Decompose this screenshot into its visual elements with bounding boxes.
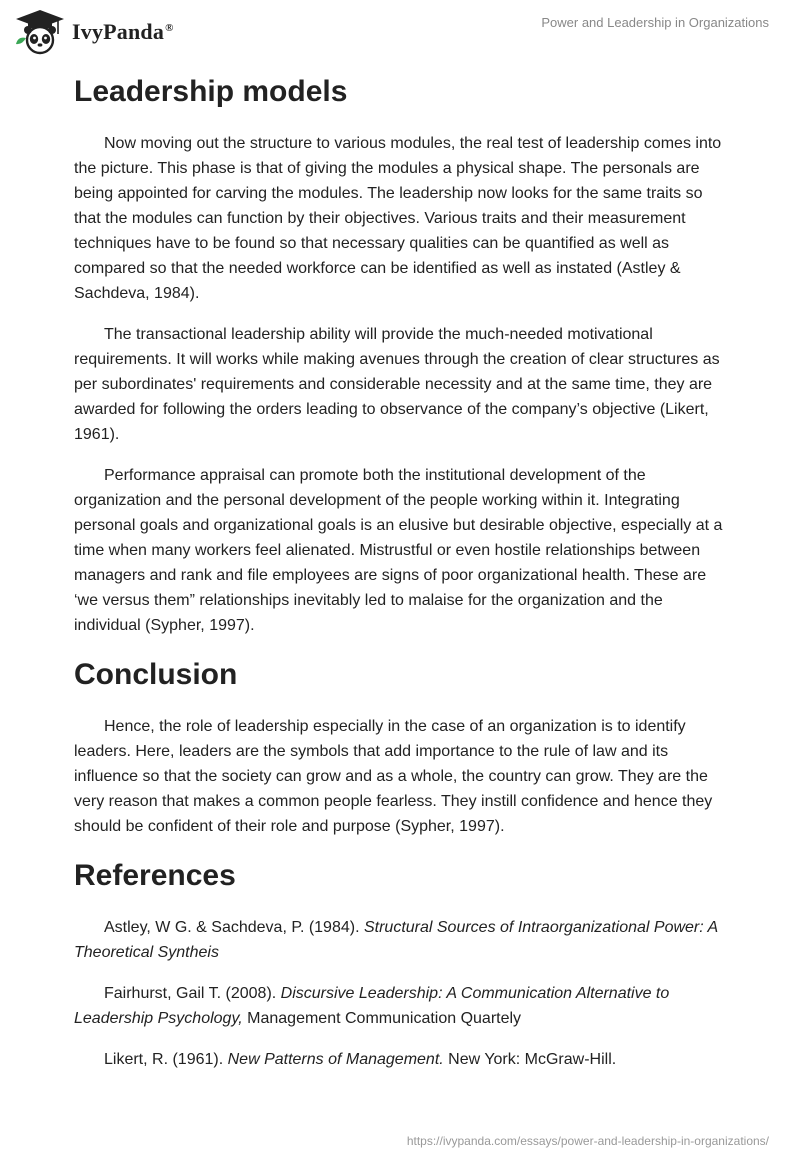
- reference-authors: Likert, R. (1961).: [104, 1051, 228, 1068]
- reference-title: Structural Sources of Intraorganizational Power: A Theoretical Syntheis: [74, 919, 718, 961]
- paragraph: Performance appraisal can promote both the institutional development of the organization and the personal development of the people working within it. Integrating personal goals and organizational goals is an elusive but desirable objective, especially at a time when many workers feel alienated. Mistrustful or even hostile relationships between managers and rank and file employees are signs of poor organizational health. These are ‘we versus them” relationships inevitably led to malaise for the organization and the individual (Sypher, 1997).: [74, 467, 723, 634]
- ivypanda-logo[interactable]: [14, 8, 174, 56]
- paragraph: Now moving out the structure to various modules, the real test of leadership comes into the picture. This phase is that of giving the modules a physical shape. The personals are being appointed for carving the modules. The leadership now looks for the same traits so that the modules can function by their objectives. Various traits and their measurement techniques have to be found so that necessary qualities can be quantified as well as compared so that the needed workforce can be identified as well as instated (Astley & Sachdeva, 1984).: [74, 135, 722, 302]
- paragraph: The transactional leadership ability will provide the much-needed motivational requirements. It will works while making avenues through the creation of clear structures as per subordinates' requirements and considerable necessity and at the same time, they are awarded for following the orders leading to observance of the company’s objective (Likert, 1961).: [74, 326, 720, 443]
- reference-authors: Fairhurst, Gail T. (2008).: [104, 985, 281, 1002]
- reference-title: Discursive Leadership: A Communication Alternative to Leadership Psychology,: [74, 985, 670, 1027]
- panda-graduate-icon: [14, 8, 66, 56]
- page-header: [0, 0, 800, 64]
- reference-title: New Patterns of Management.: [227, 1051, 444, 1068]
- reference-item: [74, 915, 724, 965]
- reference-source: New York: McGraw-Hill.: [443, 1051, 617, 1068]
- heading-conclusion: Conclusion: [74, 658, 238, 691]
- reference-item: [74, 981, 724, 1031]
- reference-item: [74, 1047, 724, 1072]
- essay-content: [74, 72, 724, 1072]
- heading-leadership-models: Leadership models: [74, 75, 348, 108]
- heading-references: References: [74, 859, 236, 892]
- reference-authors: Astley, W G. & Sachdeva, P. (1984).: [104, 919, 364, 936]
- logo-wordmark: IvyPanda®: [72, 19, 174, 44]
- footer-url-link[interactable]: https://ivypanda.com/essays/power-and-leadership-in-organizations/: [406, 1134, 769, 1148]
- paragraph: Hence, the role of leadership especially in the case of an organization is to identify leaders. Here, leaders are the symbols that add importance to the rule of law and its influence so that the society can grow and as a whole, the country can grow. They are the very reason that makes a common people fearless. They instill confidence and hence they should be confident of their role and purpose (Sypher, 1997).: [74, 718, 713, 835]
- reference-source: Management Communication Quartely: [242, 1010, 522, 1027]
- document-title: Power and Leadership in Organizations: [541, 15, 769, 30]
